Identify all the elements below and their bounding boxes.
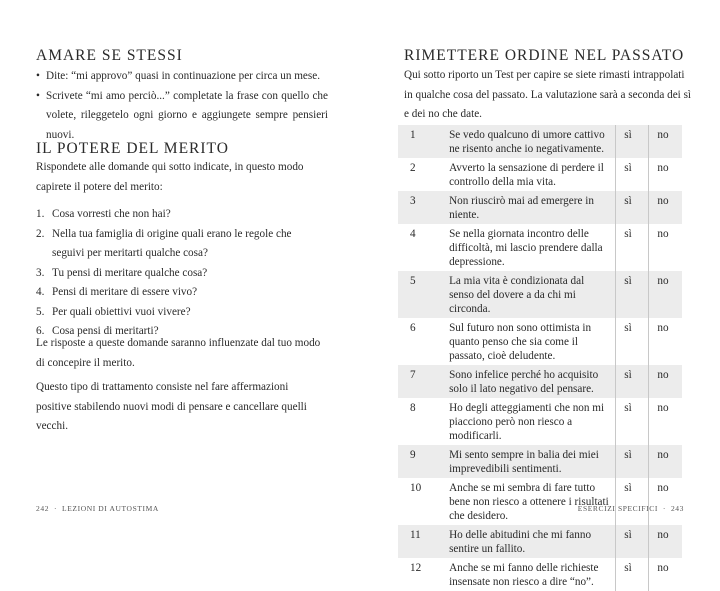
question-item: 2. Nella tua famiglia di origine quali erano le regole che seguivi per meritarti qualche cosa? bbox=[36, 227, 292, 259]
test-row bbox=[398, 398, 682, 445]
answer-si: sì bbox=[616, 158, 649, 191]
row-number: 6 bbox=[410, 322, 416, 334]
row-question: Sul futuro non sono ottimista in quanto penso che sia come il passato, cioè deludente. bbox=[449, 322, 592, 362]
answer-si: sì bbox=[616, 525, 649, 558]
row-number: 10 bbox=[410, 482, 422, 494]
row-number: 11 bbox=[398, 525, 445, 558]
row-number: 1 bbox=[398, 125, 445, 158]
answer-si: sì bbox=[616, 478, 649, 525]
section-title-amare-se-stessi: AMARE SE STESSI bbox=[36, 47, 183, 64]
answer-no: no bbox=[649, 365, 682, 398]
test-row bbox=[398, 271, 682, 318]
row-number: 2 bbox=[410, 162, 416, 174]
row-number: 3 bbox=[398, 191, 445, 224]
bullet-item: • Scrivete “mi amo perciò...” completate la frase con quello che volete, rileggetelo ogni giorno e aggiungete sempre pensieri nuovi. bbox=[36, 87, 328, 146]
question-item: 1. Cosa vorresti che non hai? bbox=[36, 208, 171, 220]
row-number: 12 bbox=[410, 562, 422, 574]
test-row bbox=[398, 191, 682, 224]
row-question: Avverto la sensazione di perdere il controllo della mia vita. bbox=[449, 162, 604, 188]
test-row bbox=[398, 478, 682, 525]
row-question: La mia vita è condizionata dal senso del dovere a da chi mi circonda. bbox=[445, 271, 616, 318]
answer-si: sì bbox=[616, 365, 649, 398]
row-question: Se nella giornata incontro delle difficoltà, mi lascio prendere dalla depressione. bbox=[449, 228, 603, 268]
row-question: Non riuscirò mai ad emergere in niente. bbox=[445, 191, 616, 224]
row-number: 5 bbox=[398, 271, 445, 318]
answer-si: sì bbox=[616, 558, 649, 591]
answer-no: no bbox=[649, 445, 682, 478]
answer-no: no bbox=[649, 398, 682, 445]
test-row bbox=[398, 445, 682, 478]
left-page bbox=[0, 0, 360, 540]
answer-no: no bbox=[649, 271, 682, 318]
merito-paragraph-2: Questo tipo di trattamento consiste nel fare affermazioni positive stabilendo nuovi modi di pensare e cancellare quelli vecchi. bbox=[36, 381, 307, 432]
section-title-potere-del-merito: IL POTERE DEL MERITO bbox=[36, 140, 229, 157]
answer-si: sì bbox=[616, 125, 649, 158]
question-item: 4. Pensi di meritare di essere vivo? bbox=[36, 286, 198, 298]
answer-no: no bbox=[649, 125, 682, 158]
answer-si: sì bbox=[616, 318, 649, 365]
question-item: 5. Per quali obiettivi vuoi vivere? bbox=[36, 305, 191, 318]
row-question: Sono infelice perché ho acquisito solo il lato negativo del pensare. bbox=[445, 365, 616, 398]
test-row bbox=[398, 224, 682, 271]
row-number: 7 bbox=[398, 365, 445, 398]
answer-si: sì bbox=[616, 224, 649, 271]
question-list bbox=[36, 205, 326, 342]
answer-si: sì bbox=[616, 271, 649, 318]
answer-no: no bbox=[649, 158, 682, 191]
answer-si: sì bbox=[616, 191, 649, 224]
test-row bbox=[398, 125, 682, 158]
test-row bbox=[398, 158, 682, 191]
row-number: 8 bbox=[410, 402, 416, 414]
bullet-list bbox=[36, 67, 328, 145]
answer-si: sì bbox=[616, 445, 649, 478]
page-footer-left: 242 · LEZIONI DI AUTOSTIMA bbox=[36, 504, 159, 513]
page-footer-right: ESERCIZI SPECIFICI · 243 bbox=[577, 504, 684, 513]
test-intro: Qui sotto riporto un Test per capire se siete rimasti intrappolati in qualche cosa del passato. La valutazione sarà a seconda dei sì e dei no che date. bbox=[404, 69, 692, 120]
row-number: 9 bbox=[398, 445, 445, 478]
question-item: 3. Tu pensi di meritare qualche cosa? bbox=[36, 266, 208, 279]
test-table bbox=[398, 125, 682, 591]
answer-si: sì bbox=[616, 398, 649, 445]
test-row bbox=[398, 318, 682, 365]
row-question: Se vedo qualcuno di umore cattivo ne risento anche io negativamente. bbox=[445, 125, 616, 158]
row-question: Ho degli atteggiamenti che non mi piacciono però non riesco a modificarli. bbox=[449, 402, 605, 442]
merito-intro: Rispondete alle domande qui sotto indicate, in questo modo capirete il potere del merito: bbox=[36, 161, 304, 193]
answer-no: no bbox=[649, 525, 682, 558]
answer-no: no bbox=[649, 224, 682, 271]
row-question: Mi sento sempre in balia dei miei imprevedibili sentimenti. bbox=[445, 445, 616, 478]
right-page bbox=[360, 0, 720, 588]
answer-no: no bbox=[649, 318, 682, 365]
question-item: 6. Cosa pensi di meritarti? bbox=[36, 325, 159, 337]
row-question: Anche se mi fanno delle richieste insensate non riesco a dire “no”. bbox=[449, 562, 599, 588]
row-question: Anche se mi sembra di fare tutto bene non riesco a ottenere i risultati che desidero. bbox=[449, 482, 609, 522]
test-row bbox=[398, 365, 682, 398]
merito-paragraph-1: Le risposte a queste domande saranno influenzate dal tuo modo di concepire il merito. bbox=[36, 337, 321, 369]
test-row bbox=[398, 558, 682, 591]
answer-no: no bbox=[649, 478, 682, 525]
answer-no: no bbox=[649, 191, 682, 224]
bullet-item: • Dite: “mi approvo” quasi in continuazione per circa un mese. bbox=[36, 67, 328, 87]
test-row bbox=[398, 525, 682, 558]
row-question: Ho delle abitudini che mi fanno sentire un fallito. bbox=[445, 525, 616, 558]
section-title-rimettere-ordine: RIMETTERE ORDINE NEL PASSATO bbox=[404, 47, 685, 64]
answer-no: no bbox=[649, 558, 682, 591]
row-number: 4 bbox=[410, 228, 416, 240]
